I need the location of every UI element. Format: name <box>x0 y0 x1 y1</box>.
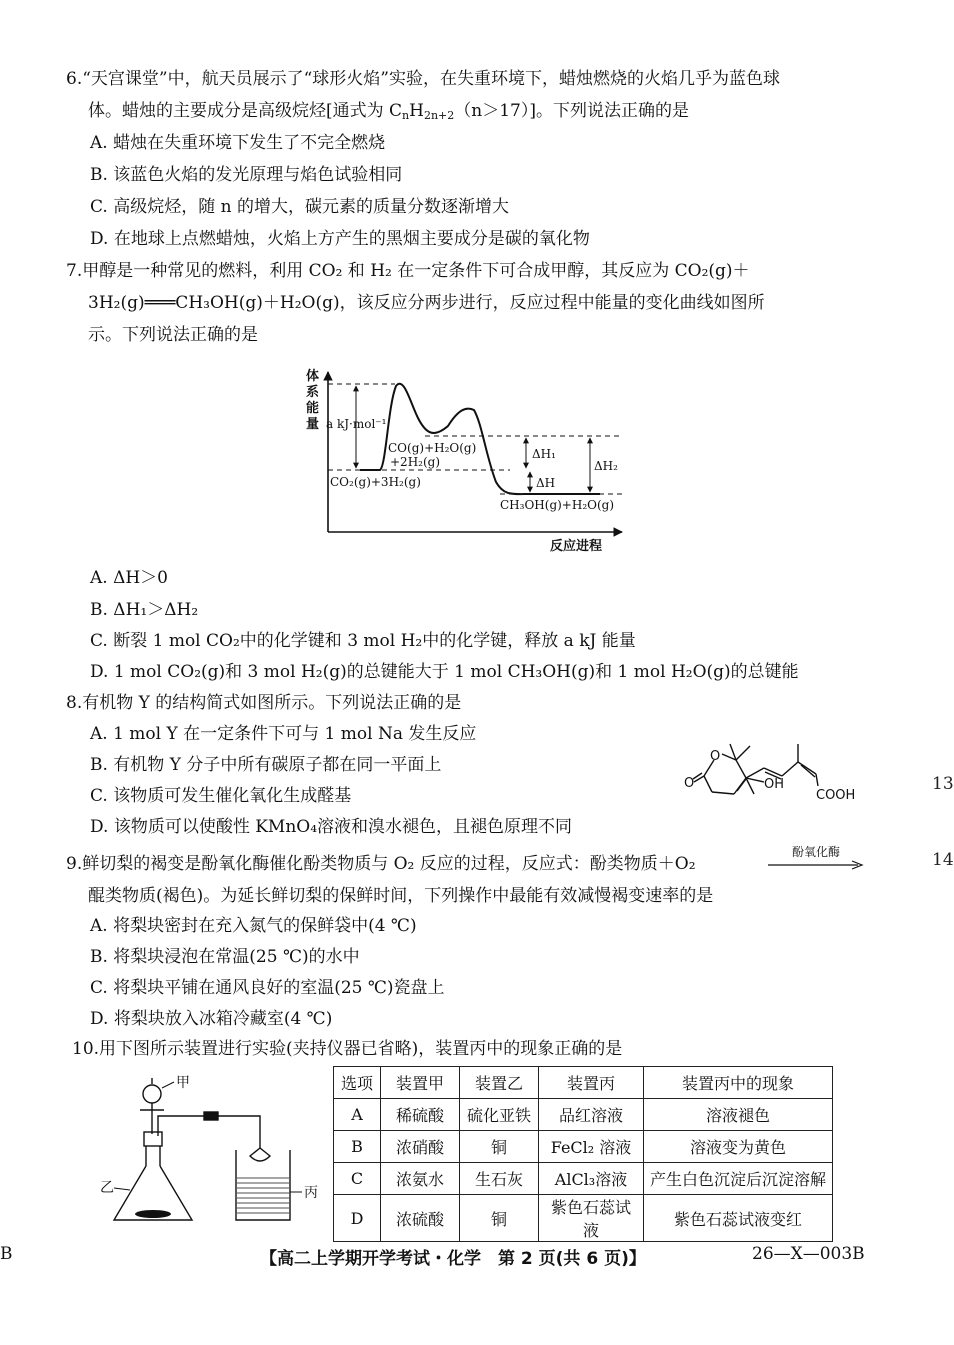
stopper <box>144 1132 162 1146</box>
beaker-liquid <box>237 1178 289 1213</box>
q6-option-d: D. 在地球上点燃蜡烛，火焰上方产生的黑烟主要成分是碳的氧化物 <box>90 229 590 249</box>
q9-option-a: A. 将梨块密封在充入氮气的保鲜袋中(4 ℃) <box>90 916 417 936</box>
table-row <box>334 1163 833 1195</box>
svg-text:系: 系 <box>306 385 320 400</box>
q8-option-c: C. 该物质可发生催化氧化生成醛基 <box>90 786 352 806</box>
cell-bing: FeCl₂ 溶液 <box>539 1131 644 1163</box>
cell-yi: 生石灰 <box>460 1163 539 1195</box>
label-jia: 甲 <box>176 1075 190 1091</box>
header-option: 选项 <box>334 1067 381 1099</box>
q9-option-c: C. 将梨块平铺在通风良好的室温(25 ℃)瓷盘上 <box>90 978 445 998</box>
cell-bing: 品红溶液 <box>539 1099 644 1131</box>
table-row <box>334 1099 833 1131</box>
cell-phenomenon: 紫色石蕊试液变红 <box>644 1195 833 1242</box>
footer-title: 【高二上学期开学考试・化学 第 2 页(共 6 页)】 <box>260 1249 646 1269</box>
q7-option-c: C. 断裂 1 mol CO₂中的化学键和 3 mol H₂中的化学键，释放 a kJ 能量 <box>90 631 636 651</box>
table-header-row <box>334 1067 833 1099</box>
q6-stem-line1: 6.“天宫课堂”中，航天员展示了“球形火焰”实验，在失重环境下，蜡烛燃烧的火焰几乎为蓝色球 <box>66 69 780 89</box>
q9-option-b: B. 将梨块浸泡在常温(25 ℃)的水中 <box>90 947 360 967</box>
cell-jia: 稀硫酸 <box>381 1099 460 1131</box>
a-label: a kJ·mol⁻¹ <box>326 417 387 431</box>
label-yi: 乙 <box>100 1180 114 1196</box>
margin-letter: B <box>0 1244 13 1264</box>
intermediate-label: CO(g)+H₂O(g) <box>388 441 477 455</box>
dh1-label: ΔH₁ <box>532 447 556 461</box>
structure-y <box>684 738 874 808</box>
q9-stem-line1: 9.鲜切梨的褐变是酚氧化酶催化酚类物质与 O₂ 反应的过程，反应式：酚类物质＋O₂ <box>66 854 696 874</box>
footer-code: 26—X—003B <box>752 1244 865 1264</box>
cell-yi: 铜 <box>460 1131 539 1163</box>
q8-stem: 8.有机物 Y 的结构简式如图所示。下列说法正确的是 <box>66 693 462 713</box>
header-yi: 装置乙 <box>460 1067 539 1099</box>
energy-diagram <box>300 366 640 556</box>
intermediate-label-2: +2H₂(g) <box>390 455 441 469</box>
q7-option-d: D. 1 mol CO₂(g)和 3 mol H₂(g)的总键能大于 1 mol CH₃OH(g)和 1 mol H₂O(g)的总键能 <box>90 662 799 682</box>
q7-stem-line3: 示。下列说法正确的是 <box>88 325 258 345</box>
header-phenomenon: 装置丙中的现象 <box>644 1067 833 1099</box>
carboxyl-label: COOH <box>816 788 856 803</box>
cell-yi: 铜 <box>460 1195 539 1242</box>
dh2-label: ΔH₂ <box>594 459 618 473</box>
cell-phenomenon: 溶液褪色 <box>644 1099 833 1131</box>
cell-phenomenon: 产生白色沉淀后沉淀溶解 <box>644 1163 833 1195</box>
q7-stem-line2: 3H₂(g)═══CH₃OH(g)＋H₂O(g)，该反应分两步进行，反应过程中能量的变化曲线如图所 <box>88 293 765 313</box>
q9-option-d: D. 将梨块放入冰箱冷藏室(4 ℃) <box>90 1009 333 1029</box>
margin-number-13: 13 <box>932 774 954 794</box>
q6-option-b: B. 该蓝色火焰的发光原理与焰色试验相同 <box>90 165 403 185</box>
q6-option-a: A. 蜡烛在失重环境下发生了不完全燃烧 <box>90 133 386 153</box>
q10-stem: 10.用下图所示装置进行实验(夹持仪器已省略)，装置丙中的现象正确的是 <box>72 1039 623 1059</box>
reactants-label: CO₂(g)+3H₂(g) <box>330 475 421 489</box>
separatory-funnel <box>143 1085 161 1103</box>
svg-text:体: 体 <box>306 369 320 384</box>
delivery-tube <box>158 1116 260 1148</box>
cell-bing: AlCl₃溶液 <box>539 1163 644 1195</box>
table-row <box>334 1131 833 1163</box>
cell-option: B <box>334 1131 381 1163</box>
inverted-funnel <box>250 1148 270 1161</box>
q6-option-c: C. 高级烷烃，随 n 的增大，碳元素的质量分数逐渐增大 <box>90 197 509 217</box>
cell-phenomenon: 溶液变为黄色 <box>644 1131 833 1163</box>
svg-text:能: 能 <box>306 401 320 416</box>
tube-joint <box>204 1112 218 1120</box>
carbonyl-oxygen: O <box>684 776 695 791</box>
reaction-arrow <box>768 860 864 870</box>
q8-option-b: B. 有机物 Y 分子中所有碳原子都在同一平面上 <box>90 755 442 775</box>
cell-jia: 浓硝酸 <box>381 1131 460 1163</box>
q8-option-d: D. 该物质可以使酸性 KMnO₄溶液和溴水褪色，且褪色原理不同 <box>90 817 573 837</box>
products-label: CH₃OH(g)+H₂O(g) <box>500 498 615 512</box>
table-row <box>334 1195 833 1242</box>
experiment-table <box>333 1066 833 1242</box>
x-axis-label: 反应进程 <box>550 539 603 554</box>
cell-jia: 浓氨水 <box>381 1163 460 1195</box>
q7-stem-line1: 7.甲醇是一种常见的燃料，利用 CO₂ 和 H₂ 在一定条件下可合成甲醇，其反应为 CO₂(g)＋ <box>66 261 750 281</box>
margin-number-14: 14 <box>932 850 954 870</box>
cell-bing: 紫色石蕊试液 <box>539 1195 644 1242</box>
q7-option-b: B. ΔH₁＞ΔH₂ <box>90 600 199 620</box>
cell-yi: 硫化亚铁 <box>460 1099 539 1131</box>
dh-label: ΔH <box>536 476 556 490</box>
enzyme-label: 酚氧化酶 <box>791 845 840 859</box>
header-bing: 装置丙 <box>539 1067 644 1099</box>
cell-jia: 浓硫酸 <box>381 1195 460 1242</box>
y-axis-label <box>306 368 319 432</box>
ring-oxygen: O <box>710 749 721 764</box>
label-bing: 丙 <box>304 1185 318 1201</box>
hydroxyl-label: OH <box>764 777 785 792</box>
q9-stem-line2: 醌类物质(褐色)。为延长鲜切梨的保鲜时间，下列操作中最能有效减慢褐变速率的是 <box>88 886 714 906</box>
header-jia: 装置甲 <box>381 1067 460 1099</box>
solid-reagent <box>135 1210 171 1218</box>
apparatus-diagram <box>100 1070 330 1230</box>
q8-option-a: A. 1 mol Y 在一定条件下可与 1 mol Na 发生反应 <box>90 724 477 744</box>
cell-option: D <box>334 1195 381 1242</box>
cell-option: A <box>334 1099 381 1131</box>
q6-stem-line2: 体。蜡烛的主要成分是高级烷烃[通式为 $C_nH_{2n+2}(n>17)$]。下列说法正确的是 <box>88 101 689 122</box>
svg-text:量: 量 <box>306 417 320 432</box>
q7-option-a: A. ΔH＞0 <box>90 568 169 588</box>
cell-option: C <box>334 1163 381 1195</box>
